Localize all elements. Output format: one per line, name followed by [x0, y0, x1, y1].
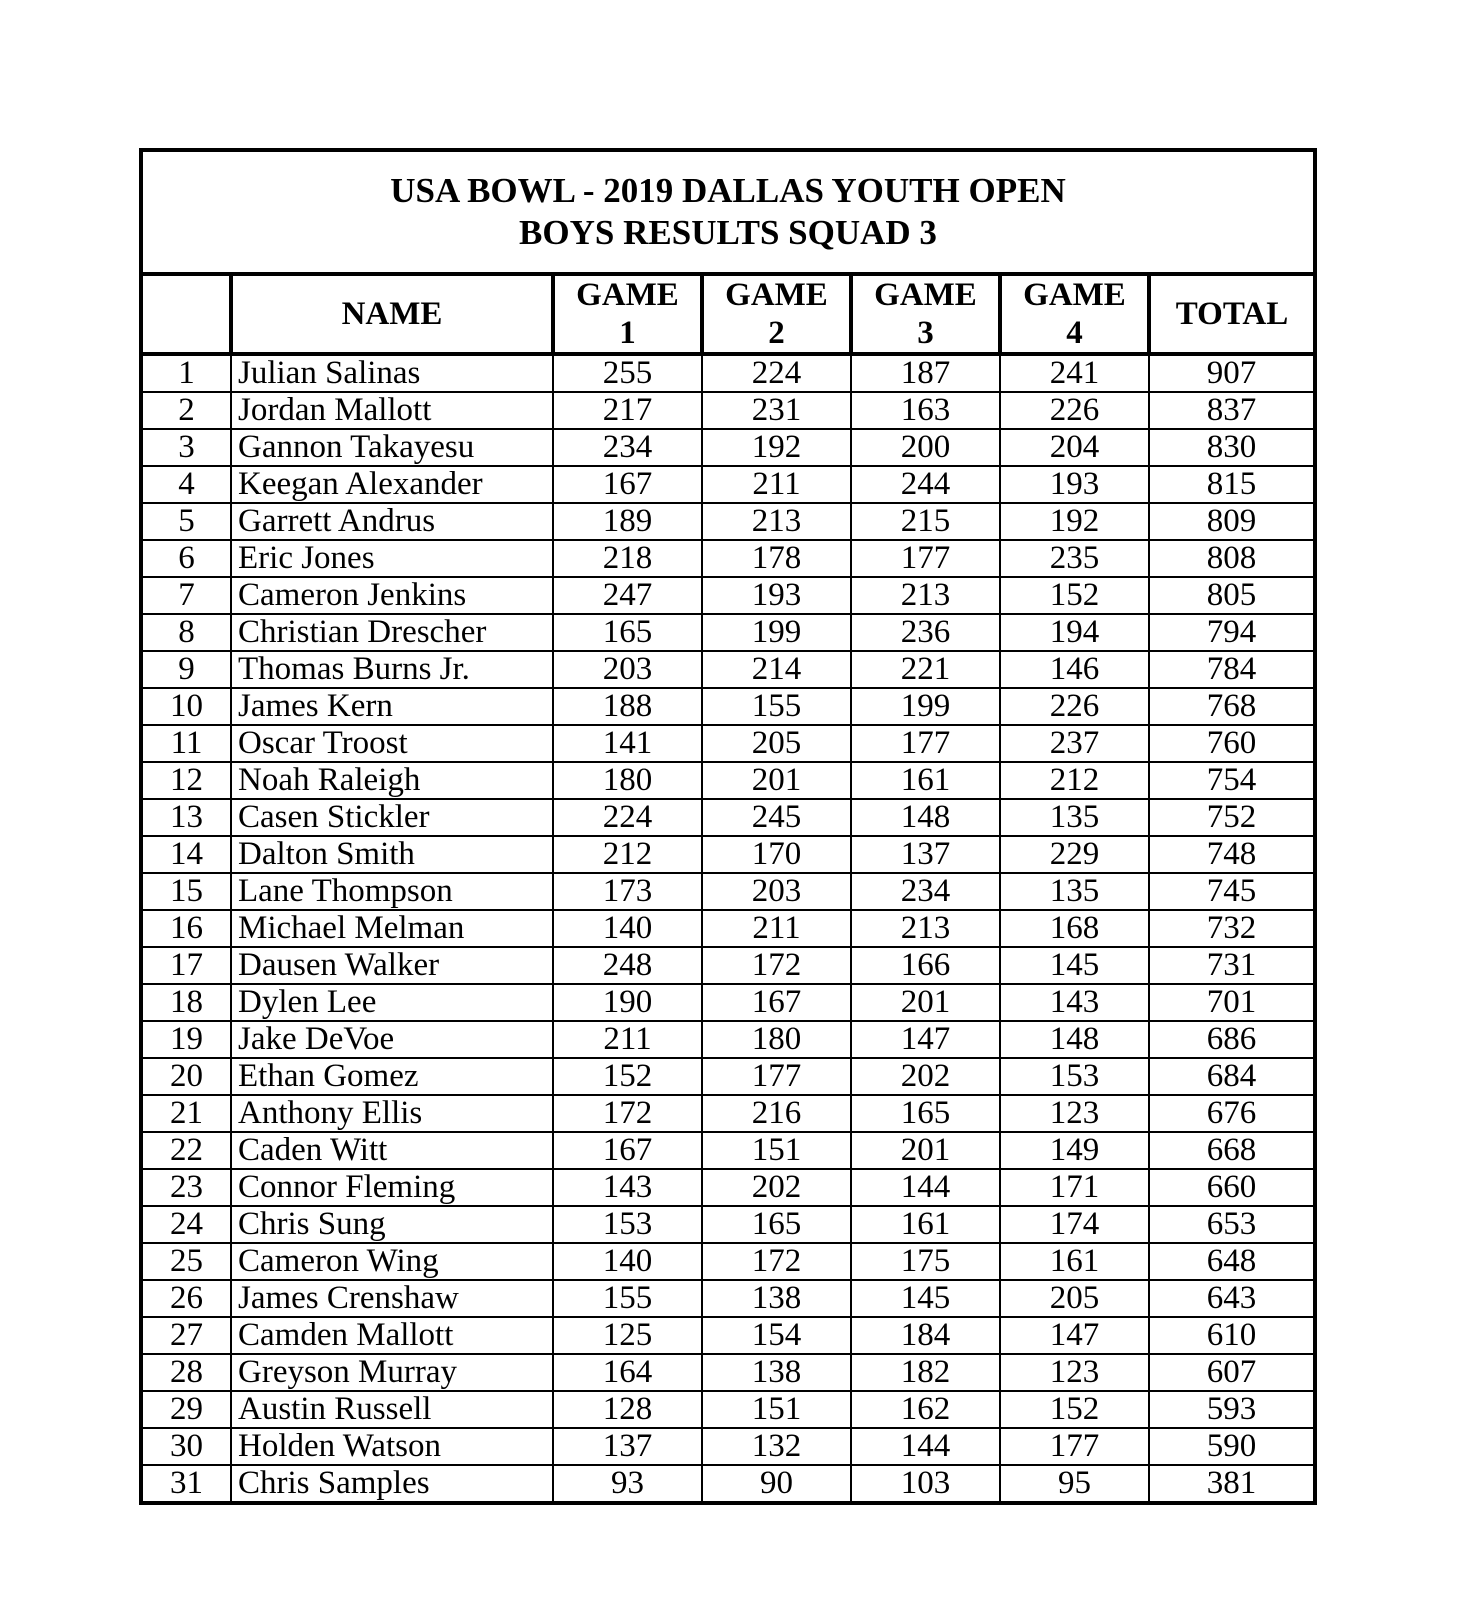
- total-cell: 830: [1149, 429, 1313, 466]
- game-4-cell: 161: [1000, 1243, 1149, 1280]
- game-1-cell: 180: [553, 762, 702, 799]
- rank-cell: 15: [143, 873, 231, 910]
- game-4-cell: 192: [1000, 503, 1149, 540]
- name-cell: Eric Jones: [231, 540, 553, 577]
- game-3-cell: 187: [851, 354, 1000, 392]
- name-cell: Julian Salinas: [231, 354, 553, 392]
- game-3-cell: 244: [851, 466, 1000, 503]
- game-3-cell: 161: [851, 762, 1000, 799]
- table-row: [143, 1206, 1313, 1243]
- name-cell: Chris Sung: [231, 1206, 553, 1243]
- game-4-cell: 143: [1000, 984, 1149, 1021]
- table-row: [143, 651, 1313, 688]
- game-2-cell: 154: [702, 1317, 851, 1354]
- header-game-4-number: 4: [1066, 315, 1083, 351]
- total-cell: 701: [1149, 984, 1313, 1021]
- game-4-cell: 152: [1000, 1391, 1149, 1428]
- game-3-cell: 144: [851, 1428, 1000, 1465]
- header-game-1-number: 1: [619, 315, 636, 351]
- name-cell: Christian Drescher: [231, 614, 553, 651]
- results-sheet: [139, 148, 1317, 1505]
- header-game-3-number: 3: [917, 315, 934, 351]
- game-1-cell: 125: [553, 1317, 702, 1354]
- name-cell: Noah Raleigh: [231, 762, 553, 799]
- name-cell: Austin Russell: [231, 1391, 553, 1428]
- rank-cell: 19: [143, 1021, 231, 1058]
- game-2-cell: 151: [702, 1132, 851, 1169]
- total-cell: 610: [1149, 1317, 1313, 1354]
- name-cell: James Crenshaw: [231, 1280, 553, 1317]
- game-2-cell: 151: [702, 1391, 851, 1428]
- table-row: [143, 429, 1313, 466]
- game-1-cell: 212: [553, 836, 702, 873]
- total-cell: 837: [1149, 392, 1313, 429]
- game-1-cell: 128: [553, 1391, 702, 1428]
- header-game-2-label: GAME: [725, 277, 828, 313]
- game-2-cell: 172: [702, 1243, 851, 1280]
- game-3-cell: 103: [851, 1465, 1000, 1501]
- game-2-cell: 211: [702, 466, 851, 503]
- game-1-cell: 190: [553, 984, 702, 1021]
- name-cell: Keegan Alexander: [231, 466, 553, 503]
- table-row: [143, 1132, 1313, 1169]
- game-3-cell: 236: [851, 614, 1000, 651]
- total-cell: 684: [1149, 1058, 1313, 1095]
- total-cell: 732: [1149, 910, 1313, 947]
- game-2-cell: 180: [702, 1021, 851, 1058]
- game-2-cell: 138: [702, 1280, 851, 1317]
- game-4-cell: 226: [1000, 392, 1149, 429]
- total-cell: 815: [1149, 466, 1313, 503]
- game-3-cell: 161: [851, 1206, 1000, 1243]
- game-3-cell: 165: [851, 1095, 1000, 1132]
- table-row: [143, 503, 1313, 540]
- name-cell: Ethan Gomez: [231, 1058, 553, 1095]
- game-1-cell: 167: [553, 466, 702, 503]
- rank-cell: 8: [143, 614, 231, 651]
- total-cell: 754: [1149, 762, 1313, 799]
- name-cell: James Kern: [231, 688, 553, 725]
- game-3-cell: 147: [851, 1021, 1000, 1058]
- results-table: [143, 276, 1313, 1501]
- game-2-cell: 201: [702, 762, 851, 799]
- game-1-cell: 137: [553, 1428, 702, 1465]
- game-4-cell: 171: [1000, 1169, 1149, 1206]
- rank-cell: 31: [143, 1465, 231, 1501]
- game-2-cell: 213: [702, 503, 851, 540]
- name-cell: Connor Fleming: [231, 1169, 553, 1206]
- game-3-cell: 200: [851, 429, 1000, 466]
- game-1-cell: 217: [553, 392, 702, 429]
- total-cell: 748: [1149, 836, 1313, 873]
- game-1-cell: 165: [553, 614, 702, 651]
- total-cell: 808: [1149, 540, 1313, 577]
- header-game-3: [851, 276, 1000, 354]
- table-row: [143, 1280, 1313, 1317]
- table-row: [143, 984, 1313, 1021]
- game-4-cell: 148: [1000, 1021, 1149, 1058]
- game-3-cell: 184: [851, 1317, 1000, 1354]
- game-3-cell: 213: [851, 577, 1000, 614]
- header-game-1: [553, 276, 702, 354]
- game-4-cell: 149: [1000, 1132, 1149, 1169]
- header-game-4: [1000, 276, 1149, 354]
- rank-cell: 13: [143, 799, 231, 836]
- game-1-cell: 248: [553, 947, 702, 984]
- rank-cell: 1: [143, 354, 231, 392]
- game-1-cell: 203: [553, 651, 702, 688]
- name-cell: Chris Samples: [231, 1465, 553, 1501]
- game-2-cell: 224: [702, 354, 851, 392]
- table-row: [143, 540, 1313, 577]
- game-3-cell: 145: [851, 1280, 1000, 1317]
- total-cell: 805: [1149, 577, 1313, 614]
- rank-cell: 24: [143, 1206, 231, 1243]
- name-cell: Camden Mallott: [231, 1317, 553, 1354]
- game-4-cell: 237: [1000, 725, 1149, 762]
- rank-cell: 11: [143, 725, 231, 762]
- rank-cell: 26: [143, 1280, 231, 1317]
- game-3-cell: 201: [851, 1132, 1000, 1169]
- game-4-cell: 153: [1000, 1058, 1149, 1095]
- total-cell: 907: [1149, 354, 1313, 392]
- rank-cell: 7: [143, 577, 231, 614]
- game-1-cell: 234: [553, 429, 702, 466]
- squad-subtitle: BOYS RESULTS SQUAD 3: [519, 213, 937, 252]
- table-row: [143, 725, 1313, 762]
- rank-cell: 10: [143, 688, 231, 725]
- game-3-cell: 166: [851, 947, 1000, 984]
- event-title: USA BOWL - 2019 DALLAS YOUTH OPEN: [390, 171, 1066, 210]
- title-block: [143, 152, 1313, 276]
- name-cell: Michael Melman: [231, 910, 553, 947]
- table-row: [143, 762, 1313, 799]
- total-cell: 381: [1206, 1465, 1257, 1501]
- name-cell: Oscar Troost: [231, 725, 553, 762]
- total-cell: 607: [1149, 1354, 1313, 1391]
- game-2-cell: 245: [702, 799, 851, 836]
- rank-cell: 22: [143, 1132, 231, 1169]
- game-1-cell: 141: [553, 725, 702, 762]
- game-4-cell: 146: [1000, 651, 1149, 688]
- total-cell: 668: [1149, 1132, 1313, 1169]
- header-game-3-label: GAME: [874, 277, 977, 313]
- name-cell: Jake DeVoe: [231, 1021, 553, 1058]
- table-row: [143, 1391, 1313, 1428]
- game-1-cell: 152: [553, 1058, 702, 1095]
- game-4-cell: 123: [1000, 1095, 1149, 1132]
- game-1-cell: 140: [553, 910, 702, 947]
- game-1-cell: 155: [553, 1280, 702, 1317]
- game-4-cell: 193: [1000, 466, 1149, 503]
- game-2-cell: 211: [702, 910, 851, 947]
- game-3-cell: 221: [851, 651, 1000, 688]
- game-3-cell: 177: [851, 725, 1000, 762]
- game-1-cell: 255: [553, 354, 702, 392]
- game-1-cell: 173: [553, 873, 702, 910]
- game-2-cell: 205: [702, 725, 851, 762]
- header-game-1-label: GAME: [576, 277, 679, 313]
- game-3-cell: 144: [851, 1169, 1000, 1206]
- game-2-cell: 203: [702, 873, 851, 910]
- game-1-cell: 189: [553, 503, 702, 540]
- game-4-cell: 204: [1000, 429, 1149, 466]
- name-cell: Casen Stickler: [231, 799, 553, 836]
- game-1-cell: 247: [553, 577, 702, 614]
- game-3-cell: 201: [851, 984, 1000, 1021]
- game-1-cell: 188: [553, 688, 702, 725]
- rank-cell: 29: [143, 1391, 231, 1428]
- name-cell: Cameron Wing: [231, 1243, 553, 1280]
- game-4-cell: 135: [1000, 799, 1149, 836]
- game-3-cell: 137: [851, 836, 1000, 873]
- total-cell: 590: [1149, 1428, 1313, 1465]
- table-row: [143, 910, 1313, 947]
- table-row: [143, 1243, 1313, 1280]
- table-row: [143, 1354, 1313, 1391]
- game-4-cell: 205: [1000, 1280, 1149, 1317]
- rank-cell: 16: [143, 910, 231, 947]
- rank-cell: 4: [143, 466, 231, 503]
- total-cell: 686: [1149, 1021, 1313, 1058]
- game-1-cell: 140: [553, 1243, 702, 1280]
- name-cell: Dausen Walker: [231, 947, 553, 984]
- game-3-cell: 182: [851, 1354, 1000, 1391]
- game-2-cell: 172: [702, 947, 851, 984]
- name-cell: Jordan Mallott: [231, 392, 553, 429]
- game-3-cell: 215: [851, 503, 1000, 540]
- header-name: NAME: [231, 276, 553, 354]
- name-cell: Dylen Lee: [231, 984, 553, 1021]
- total-cell: 809: [1149, 503, 1313, 540]
- table-row: [143, 466, 1313, 503]
- game-2-cell: 90: [702, 1465, 851, 1501]
- rank-cell: 28: [143, 1354, 231, 1391]
- total-cell: 593: [1149, 1391, 1313, 1428]
- game-2-cell: 199: [702, 614, 851, 651]
- total-cell: 752: [1149, 799, 1313, 836]
- game-3-cell: 162: [851, 1391, 1000, 1428]
- rank-cell: 21: [143, 1095, 231, 1132]
- total-cell: 794: [1149, 614, 1313, 651]
- table-row: [143, 354, 1313, 392]
- table-row: [143, 1428, 1313, 1465]
- game-2-cell: 155: [702, 688, 851, 725]
- rank-cell: 12: [143, 762, 231, 799]
- game-2-cell: 216: [702, 1095, 851, 1132]
- game-3-cell: 175: [851, 1243, 1000, 1280]
- rank-cell: 6: [143, 540, 231, 577]
- game-1-cell: 153: [553, 1206, 702, 1243]
- game-4-cell: 212: [1000, 762, 1149, 799]
- game-3-cell: 234: [851, 873, 1000, 910]
- rank-cell: 2: [143, 392, 231, 429]
- rank-cell: 9: [143, 651, 231, 688]
- table-row: [143, 688, 1313, 725]
- game-2-cell: 170: [702, 836, 851, 873]
- table-row: [143, 836, 1313, 873]
- game-2-cell: 214: [702, 651, 851, 688]
- table-row: [143, 1465, 1313, 1501]
- rank-cell: 25: [143, 1243, 231, 1280]
- rank-cell: 17: [143, 947, 231, 984]
- total-cell: 745: [1149, 873, 1313, 910]
- game-3-cell: 199: [851, 688, 1000, 725]
- results-body: [143, 354, 1313, 1501]
- rank-cell: 30: [143, 1428, 231, 1465]
- game-3-cell: 177: [851, 540, 1000, 577]
- game-4-cell: 226: [1000, 688, 1149, 725]
- game-2-cell: 178: [702, 540, 851, 577]
- header-game-2-number: 2: [768, 315, 785, 351]
- rank-cell: 5: [143, 503, 231, 540]
- game-4-cell: 177: [1000, 1428, 1149, 1465]
- game-2-cell: 132: [702, 1428, 851, 1465]
- name-cell: Greyson Murray: [231, 1354, 553, 1391]
- game-2-cell: 193: [702, 577, 851, 614]
- game-4-cell: 194: [1000, 614, 1149, 651]
- rank-cell: 18: [143, 984, 231, 1021]
- game-3-cell: 213: [851, 910, 1000, 947]
- game-2-cell: 167: [702, 984, 851, 1021]
- table-row: [143, 1058, 1313, 1095]
- game-1-cell: 167: [553, 1132, 702, 1169]
- total-cell: 731: [1149, 947, 1313, 984]
- total-cell: 653: [1149, 1206, 1313, 1243]
- rank-cell: 3: [143, 429, 231, 466]
- table-row: [143, 1317, 1313, 1354]
- game-4-cell: 123: [1000, 1354, 1149, 1391]
- total-cell: 660: [1149, 1169, 1313, 1206]
- game-4-cell: 145: [1000, 947, 1149, 984]
- game-3-cell: 163: [851, 392, 1000, 429]
- game-2-cell: 192: [702, 429, 851, 466]
- header-total: TOTAL: [1149, 276, 1313, 354]
- game-2-cell: 138: [702, 1354, 851, 1391]
- header-rank: [143, 276, 231, 354]
- header-game-2: [702, 276, 851, 354]
- name-cell: Anthony Ellis: [231, 1095, 553, 1132]
- game-4-cell: 229: [1000, 836, 1149, 873]
- table-row: [143, 873, 1313, 910]
- name-cell: Gannon Takayesu: [231, 429, 553, 466]
- total-cell: 676: [1149, 1095, 1313, 1132]
- game-4-cell: 152: [1000, 577, 1149, 614]
- header-row: [143, 276, 1313, 354]
- game-1-cell: 224: [553, 799, 702, 836]
- name-cell: Caden Witt: [231, 1132, 553, 1169]
- game-3-cell: 148: [851, 799, 1000, 836]
- total-cell: 760: [1149, 725, 1313, 762]
- game-1-cell: 211: [553, 1021, 702, 1058]
- table-row: [143, 392, 1313, 429]
- table-row: [143, 1095, 1313, 1132]
- game-4-cell: 95: [1000, 1465, 1149, 1501]
- game-4-cell: 135: [1000, 873, 1149, 910]
- game-4-cell: 241: [1000, 354, 1149, 392]
- total-cell: 768: [1149, 688, 1313, 725]
- rank-cell: 20: [143, 1058, 231, 1095]
- game-4-cell: 147: [1000, 1317, 1149, 1354]
- game-1-cell: 93: [553, 1465, 702, 1501]
- name-cell: Thomas Burns Jr.: [231, 651, 553, 688]
- game-2-cell: 202: [702, 1169, 851, 1206]
- game-1-cell: 164: [553, 1354, 702, 1391]
- game-2-cell: 231: [702, 392, 851, 429]
- rank-cell: 23: [143, 1169, 231, 1206]
- game-1-cell: 143: [553, 1169, 702, 1206]
- table-row: [143, 799, 1313, 836]
- game-4-cell: 235: [1000, 540, 1149, 577]
- name-cell: Garrett Andrus: [231, 503, 553, 540]
- total-cell: 784: [1149, 651, 1313, 688]
- game-2-cell: 165: [702, 1206, 851, 1243]
- table-row: [143, 1021, 1313, 1058]
- name-cell: Dalton Smith: [231, 836, 553, 873]
- rank-cell: 27: [143, 1317, 231, 1354]
- game-3-cell: 202: [851, 1058, 1000, 1095]
- table-row: [143, 1169, 1313, 1206]
- rank-cell: 14: [143, 836, 231, 873]
- name-cell: Cameron Jenkins: [231, 577, 553, 614]
- game-4-cell: 168: [1000, 910, 1149, 947]
- game-4-cell: 174: [1000, 1206, 1149, 1243]
- game-1-cell: 218: [553, 540, 702, 577]
- game-1-cell: 172: [553, 1095, 702, 1132]
- total-cell: 643: [1149, 1280, 1313, 1317]
- game-2-cell: 177: [702, 1058, 851, 1095]
- table-row: [143, 947, 1313, 984]
- name-cell: Lane Thompson: [231, 873, 553, 910]
- table-row: [143, 614, 1313, 651]
- header-game-4-label: GAME: [1023, 277, 1126, 313]
- total-cell: 648: [1149, 1243, 1313, 1280]
- table-row: [143, 577, 1313, 614]
- name-cell: Holden Watson: [231, 1428, 553, 1465]
